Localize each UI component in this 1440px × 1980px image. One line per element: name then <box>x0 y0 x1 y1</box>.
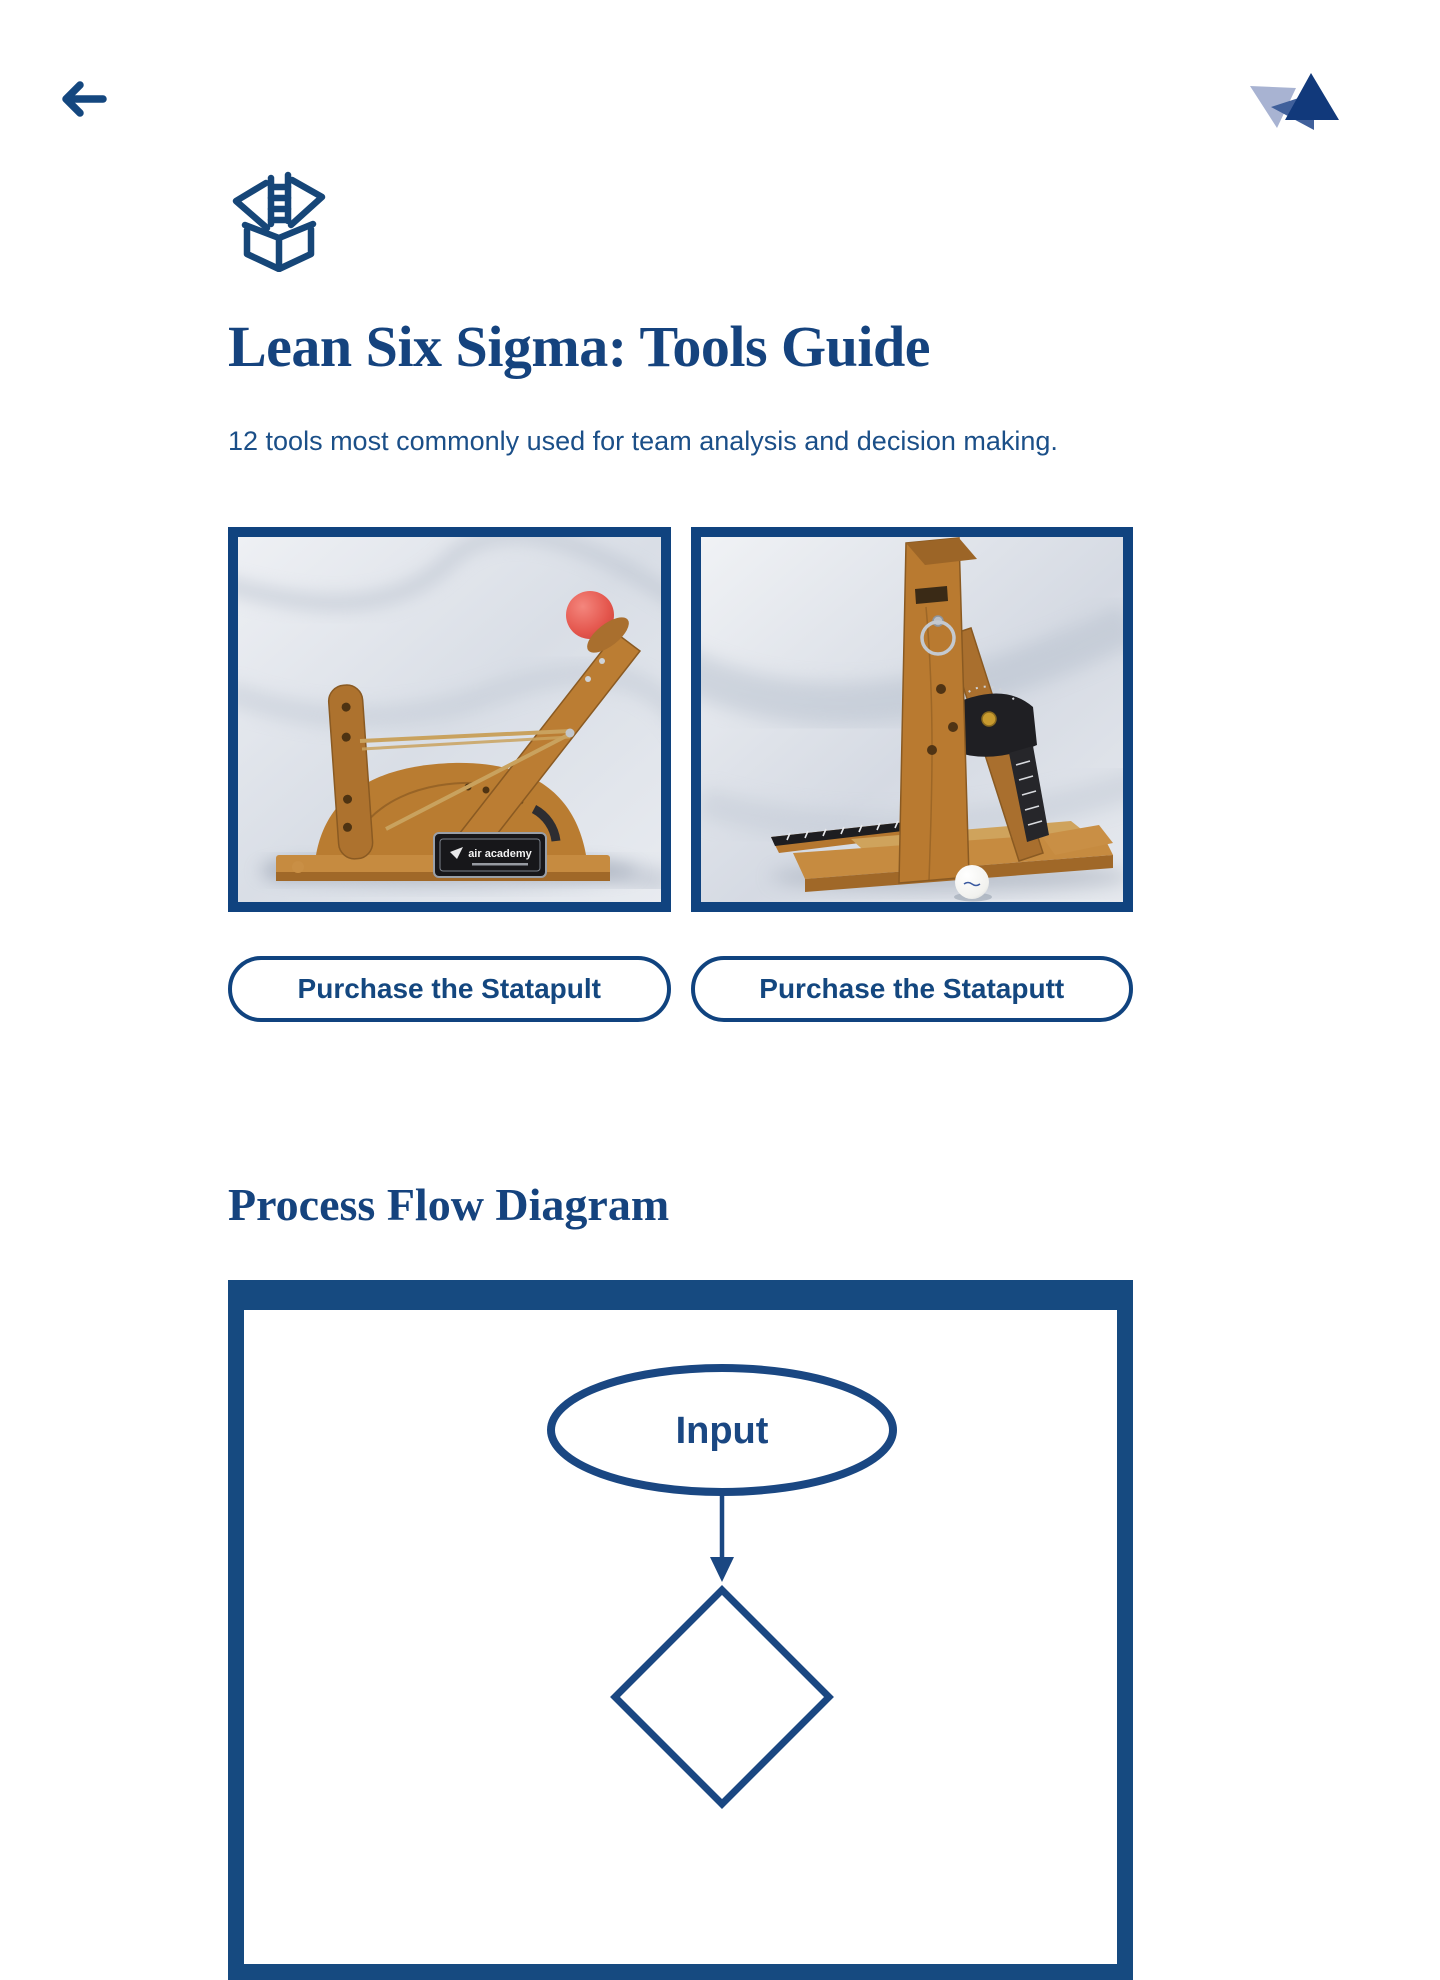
purchase-stataputt-button[interactable] <box>691 956 1134 1022</box>
stataputt-photo <box>691 527 1134 912</box>
brand-logo[interactable] <box>1246 72 1344 138</box>
flow-node-input-label: Input <box>675 1410 769 1452</box>
subtitle-text: 12 tools most commonly used for team analysis and decision making. <box>228 426 1058 456</box>
statapult-plaque <box>434 833 546 877</box>
open-box-ladder-icon <box>228 166 330 272</box>
purchase-statapult-button[interactable] <box>228 956 671 1022</box>
process-flow-diagram <box>228 1280 1133 1980</box>
process-flow-heading: Process Flow Diagram <box>228 1179 670 1230</box>
product-photos <box>228 527 1133 912</box>
triple-triangle-logo-icon <box>1246 125 1344 142</box>
plaque-text: air academy <box>468 848 532 860</box>
flow-arrowhead <box>710 1557 734 1582</box>
purchase-buttons <box>228 956 1133 1022</box>
purchase-stataputt-label: Purchase the Stataputt <box>759 973 1065 1004</box>
main-column <box>228 0 1133 1980</box>
page-title: Lean Six Sigma: Tools Guide <box>228 314 931 379</box>
flow-node-decision-diamond <box>615 1590 829 1804</box>
left-arrow-icon <box>57 108 109 123</box>
purchase-statapult-label: Purchase the Statapult <box>297 973 601 1004</box>
statapult-photo <box>228 527 671 912</box>
back-button[interactable] <box>55 76 111 124</box>
